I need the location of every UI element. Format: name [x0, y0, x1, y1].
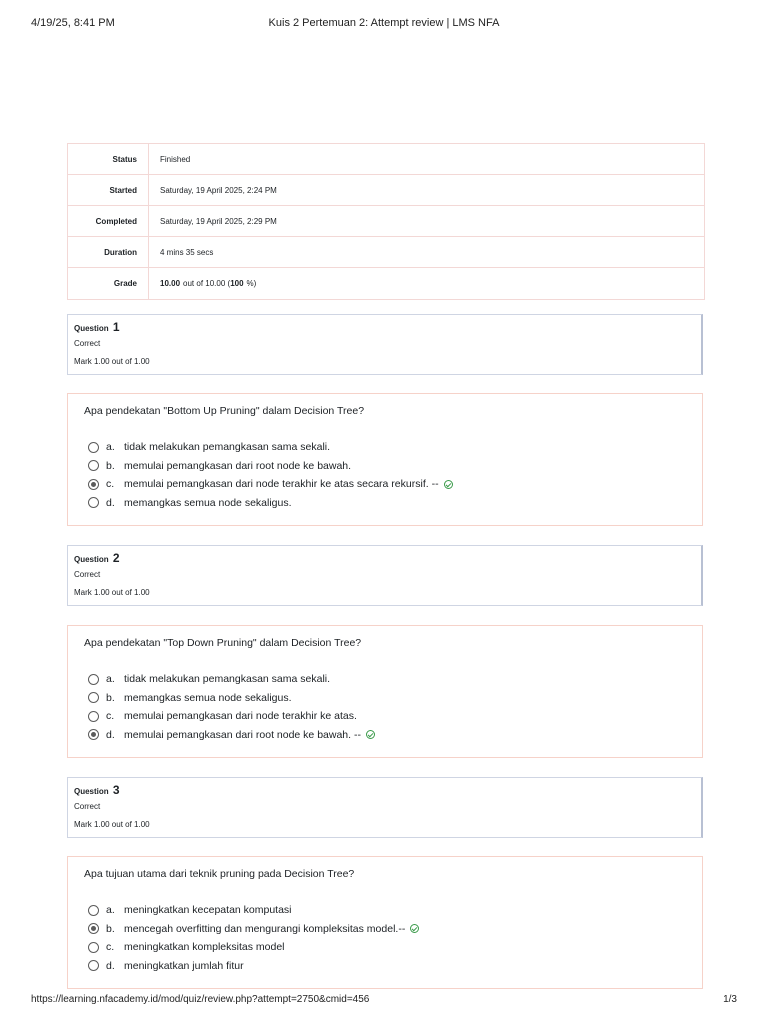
- question-content-3: [67, 856, 703, 989]
- answer-list: [88, 670, 375, 744]
- correct-check-icon: [410, 924, 419, 933]
- summary-row-status: [68, 144, 704, 175]
- question-mark: Mark 1.00 out of 1.00: [74, 588, 150, 597]
- question-info-2: [67, 545, 703, 606]
- radio-button[interactable]: [88, 711, 99, 722]
- answer-list: [88, 438, 453, 512]
- answer-option[interactable]: a. tidak melakukan pemangkasan sama sekali.: [88, 438, 453, 457]
- question-number: Question 1: [74, 320, 120, 334]
- radio-button-checked[interactable]: [88, 729, 99, 740]
- answer-option[interactable]: d. meningkatkan jumlah fitur: [88, 957, 419, 976]
- summary-value: 4 mins 35 secs: [160, 247, 214, 257]
- summary-value: Saturday, 19 April 2025, 2:24 PM: [160, 185, 277, 195]
- print-date: 4/19/25, 8:41 PM: [31, 17, 115, 29]
- print-header: [31, 17, 737, 31]
- question-info-1: [67, 314, 703, 375]
- page-number: 1/3: [723, 994, 737, 1005]
- question-content-1: [67, 393, 703, 526]
- answer-option[interactable]: a. tidak melakukan pemangkasan sama sekali.: [88, 670, 375, 689]
- print-url: https://learning.nfacademy.id/mod/quiz/review.php?attempt=2750&cmid=456: [31, 994, 370, 1005]
- summary-label: Grade: [68, 268, 149, 299]
- radio-button-checked[interactable]: [88, 479, 99, 490]
- summary-label: Completed: [68, 206, 149, 236]
- summary-row-duration: [68, 237, 704, 268]
- question-mark: Mark 1.00 out of 1.00: [74, 357, 150, 366]
- radio-button[interactable]: [88, 497, 99, 508]
- answer-option[interactable]: b. memangkas semua node sekaligus.: [88, 689, 375, 708]
- question-text: Apa tujuan utama dari teknik pruning pada Decision Tree?: [84, 868, 355, 880]
- summary-value: Finished: [160, 154, 191, 164]
- question-number: Question 2: [74, 551, 120, 565]
- radio-button[interactable]: [88, 942, 99, 953]
- question-state: Correct: [74, 339, 101, 348]
- radio-button-checked[interactable]: [88, 923, 99, 934]
- grade-percent: 100: [230, 279, 244, 288]
- summary-label: Duration: [68, 237, 149, 267]
- radio-button[interactable]: [88, 674, 99, 685]
- radio-button[interactable]: [88, 460, 99, 471]
- print-title: Kuis 2 Pertemuan 2: Attempt review | LMS NFA: [268, 17, 500, 29]
- question-text: Apa pendekatan "Top Down Pruning" dalam Decision Tree?: [84, 637, 362, 649]
- correct-check-icon: [444, 480, 453, 489]
- answer-option[interactable]: b. memulai pemangkasan dari root node ke bawah.: [88, 457, 453, 476]
- question-mark: Mark 1.00 out of 1.00: [74, 820, 150, 829]
- radio-button[interactable]: [88, 692, 99, 703]
- summary-row-started: [68, 175, 704, 206]
- summary-value: [149, 268, 256, 299]
- radio-button[interactable]: [88, 905, 99, 916]
- question-info-3: [67, 777, 703, 838]
- print-footer: [31, 994, 737, 1008]
- grade-end: %): [246, 279, 257, 288]
- summary-row-grade: [68, 268, 704, 299]
- question-number: Question 3: [74, 783, 120, 797]
- grade-score: 10.00: [160, 279, 181, 288]
- summary-label: Started: [68, 175, 149, 205]
- correct-check-icon: [366, 730, 375, 739]
- answer-option[interactable]: a. meningkatkan kecepatan komputasi: [88, 901, 419, 920]
- answer-option[interactable]: c. meningkatkan kompleksitas model: [88, 938, 419, 957]
- answer-option[interactable]: c. memulai pemangkasan dari node terakhir ke atas.: [88, 707, 375, 726]
- answer-option-selected[interactable]: b. mencegah overfitting dan mengurangi kompleksitas model.--: [88, 920, 419, 939]
- attempt-summary-table: [67, 143, 705, 300]
- summary-value: Saturday, 19 April 2025, 2:29 PM: [160, 216, 277, 226]
- question-text: Apa pendekatan "Bottom Up Pruning" dalam Decision Tree?: [84, 405, 365, 417]
- question-state: Correct: [74, 802, 101, 811]
- summary-label: Status: [68, 144, 149, 174]
- radio-button[interactable]: [88, 960, 99, 971]
- question-state: Correct: [74, 570, 101, 579]
- summary-row-completed: [68, 206, 704, 237]
- answer-option[interactable]: d. memangkas semua node sekaligus.: [88, 494, 453, 513]
- radio-button[interactable]: [88, 442, 99, 453]
- grade-out-of: out of 10.00 (: [183, 279, 231, 288]
- question-content-2: [67, 625, 703, 758]
- answer-list: [88, 901, 419, 975]
- answer-option-selected[interactable]: c. memulai pemangkasan dari node terakhir ke atas secara rekursif. --: [88, 475, 453, 494]
- answer-option-selected[interactable]: d. memulai pemangkasan dari root node ke bawah. --: [88, 726, 375, 745]
